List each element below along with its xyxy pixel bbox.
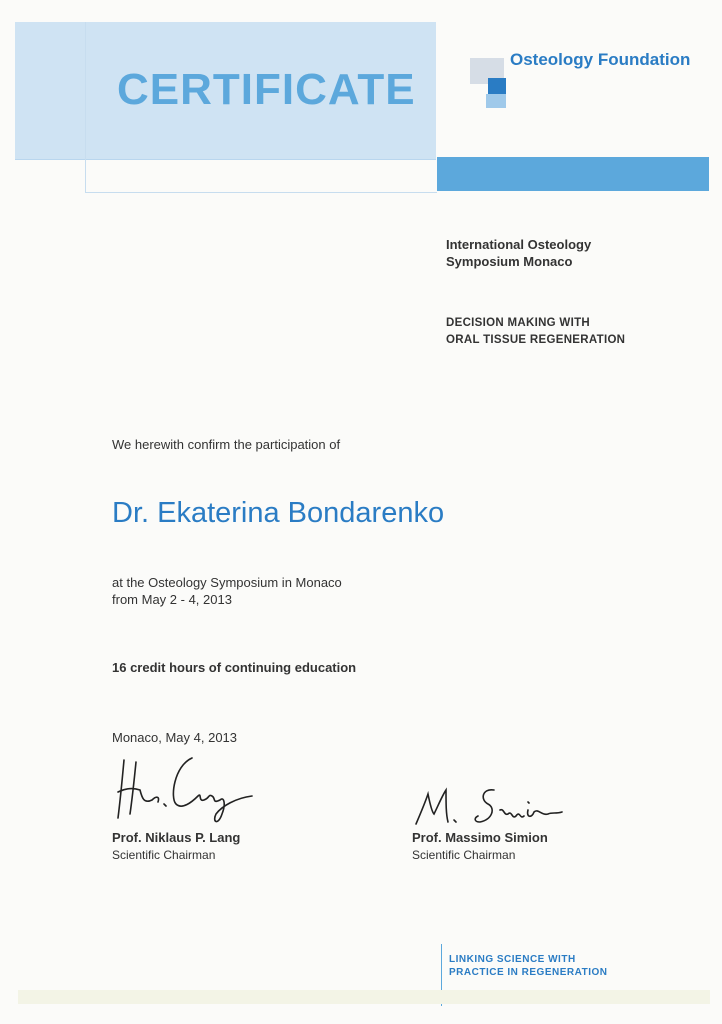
certificate-title: CERTIFICATE: [117, 65, 416, 114]
footer-tagline: LINKING SCIENCE WITH PRACTICE IN REGENERATION: [449, 954, 608, 978]
header-vertical-rule: [85, 22, 86, 192]
signature-simion: [412, 780, 572, 830]
bottom-strip: [18, 990, 710, 1004]
credit-hours: 16 credit hours of continuing education: [112, 660, 357, 675]
header-accent-bar: [437, 157, 709, 191]
signatory-lang: [112, 830, 240, 862]
signatory-name: Prof. Niklaus P. Lang: [112, 830, 241, 845]
event-name: International Osteology Symposium Monaco: [446, 237, 592, 269]
event-topic: DECISION MAKING WITH ORAL TISSUE REGENERATION: [446, 317, 626, 346]
header-bottom-rule: [85, 192, 437, 193]
signatory-name: Prof. Massimo Simion: [412, 830, 548, 845]
signatory-role: Scientific Chairman: [112, 848, 216, 862]
participant-name: Dr. Ekaterina Bondarenko: [112, 497, 445, 529]
signatory-role: Scientific Chairman: [412, 848, 516, 862]
organization-name: Osteology Foundation: [510, 50, 691, 69]
header-divider: [15, 159, 436, 160]
venue-text: at the Osteology Symposium in Monaco from May 2 - 4, 2013: [112, 575, 342, 607]
confirmation-text: We herewith confirm the participation of: [112, 437, 341, 452]
signatory-simion: [412, 830, 548, 862]
foundation-logo-icon: [470, 58, 506, 118]
signature-lang: [112, 752, 262, 832]
place-and-date: Monaco, May 4, 2013: [112, 730, 238, 745]
